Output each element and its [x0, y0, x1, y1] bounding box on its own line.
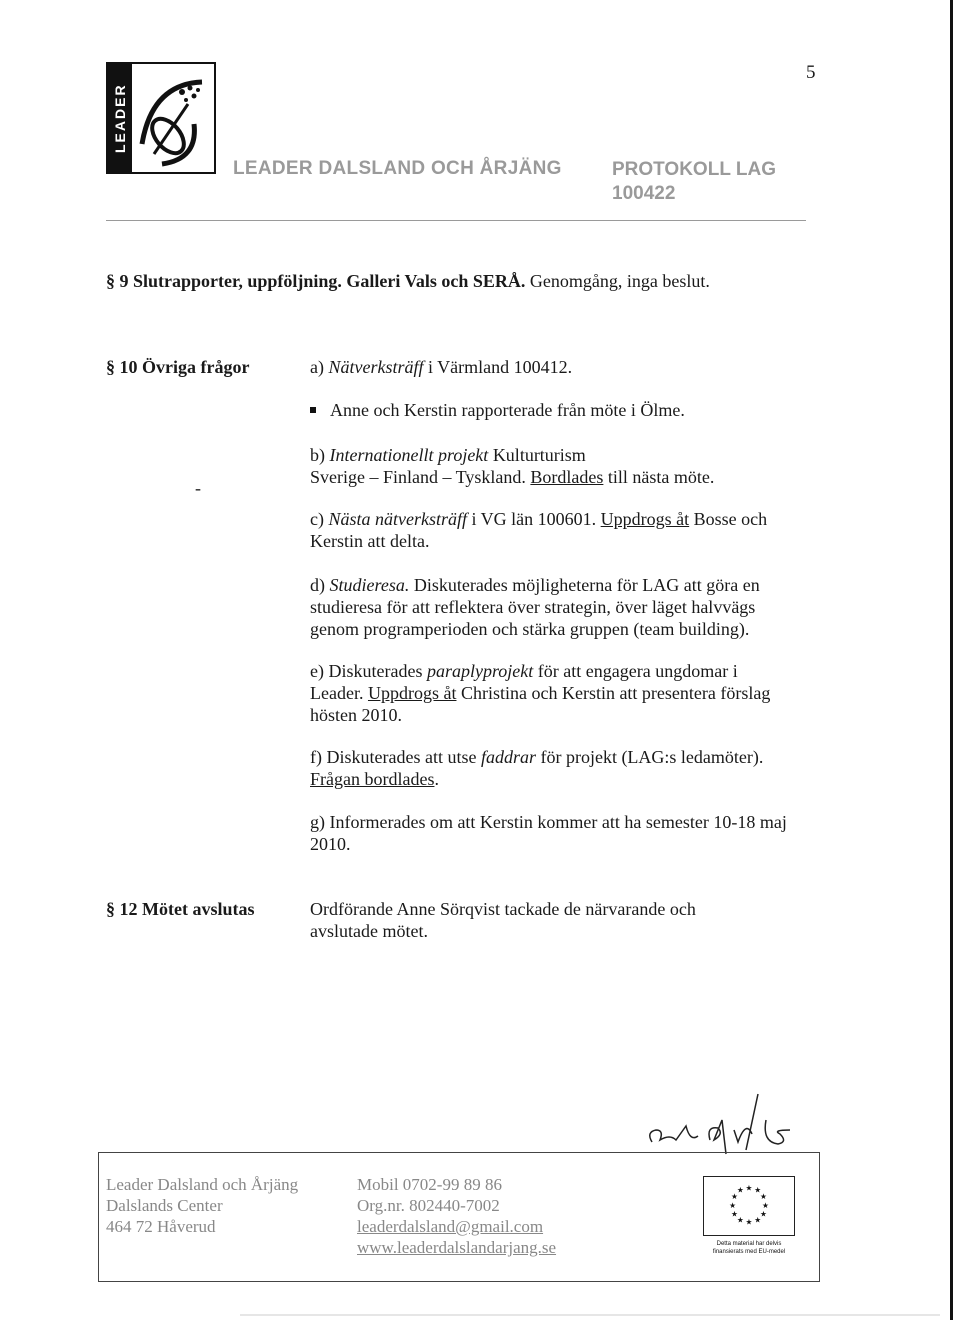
item-c-text3: Kerstin att delta. [310, 531, 430, 551]
item-f-prefix: f) Diskuterades att utse [310, 747, 481, 767]
scan-edge [950, 0, 953, 1320]
item-e-italic: paraplyprojekt [426, 661, 534, 681]
item-g-line2: 2010. [310, 834, 351, 854]
item-d-line1: Diskuterades möjligheterna för LAG att göra en [409, 575, 760, 595]
item-a-text: i Värmland 100412. [423, 357, 573, 377]
item-a-prefix: a) [310, 357, 329, 377]
section-9-heading: § 9 Slutrapporter, uppföljning. Galleri Vals och SERÅ. [106, 271, 526, 291]
item-f-text1: för projekt (LAG:s ledamöter). [535, 747, 764, 767]
item-g [310, 811, 810, 855]
footer-address-line1: Leader Dalsland och Årjäng [106, 1175, 299, 1194]
svg-text:★: ★ [731, 1192, 738, 1202]
protocol-title [612, 158, 776, 206]
item-c-text1: i VG län 100601. [466, 509, 601, 529]
item-b-prefix: b) [310, 445, 330, 465]
footer-address-line2: Dalslands Center [106, 1196, 223, 1215]
svg-text:★: ★ [729, 1200, 737, 1210]
item-e-text4: hösten 2010. [310, 705, 402, 725]
item-e [310, 660, 810, 726]
svg-text:★: ★ [754, 1215, 762, 1225]
bullet-square-icon [310, 407, 316, 413]
item-e-text3: Christina och Kerstin att presentera förslag [456, 683, 771, 703]
page-number: 5 [806, 62, 816, 83]
item-a-italic: Nätverksträff [328, 357, 424, 377]
item-e-underlined: Uppdrogs åt [367, 683, 457, 703]
svg-text:★: ★ [731, 1209, 738, 1219]
header-divider [106, 220, 806, 221]
item-d-italic: Studieresa. [329, 575, 410, 595]
svg-text:★: ★ [760, 1192, 767, 1202]
item-d-line2: studieresa för att reflektera över strategin, över läget halvvägs [310, 597, 756, 617]
item-b-italic: Internationellt projekt [329, 445, 489, 465]
footer-website-link[interactable]: www.leaderdalslandarjang.se [357, 1238, 557, 1257]
footer-address-line3: 464 72 Håverud [106, 1217, 216, 1236]
item-d [310, 574, 810, 640]
item-c [310, 508, 810, 552]
scan-bottom-line [240, 1314, 940, 1316]
footer-orgnr: Org.nr. 802440-7002 [357, 1196, 500, 1215]
svg-text:★: ★ [760, 1209, 767, 1219]
item-c-prefix: c) [310, 509, 329, 529]
item-e-prefix: e) Diskuterades [310, 661, 427, 681]
svg-text:★: ★ [754, 1185, 762, 1195]
bullet-text: Anne och Kerstin rapporterade från möte i Ölme. [330, 400, 685, 420]
item-f-italic: faddrar [480, 747, 536, 767]
leader-emblem-icon [132, 64, 216, 172]
stray-dash-mark: - [195, 478, 201, 498]
eu-flag-icon [703, 1176, 795, 1236]
item-d-line3: genom programperioden och stärka gruppen (team building). [310, 619, 750, 639]
section-9-text: Genomgång, inga beslut. [525, 271, 710, 291]
item-b-text1: Kulturturism [488, 445, 586, 465]
item-g-line1: g) Informerades om att Kerstin kommer att ha semester 10-18 maj [310, 812, 787, 832]
bullet-item [310, 399, 685, 421]
footer-contact [357, 1174, 556, 1258]
item-b-text3: till nästa möte. [603, 467, 715, 487]
footer-address [106, 1174, 298, 1237]
item-f [310, 746, 810, 790]
section-12-heading: § 12 Mötet avslutas [106, 899, 255, 919]
leader-logo [106, 62, 216, 174]
svg-text:★: ★ [745, 1183, 753, 1193]
svg-text:★: ★ [761, 1200, 769, 1210]
svg-text:★: ★ [736, 1185, 744, 1195]
item-c-underlined: Uppdrogs åt [600, 509, 690, 529]
item-f-text2: . [434, 769, 439, 789]
svg-text:★: ★ [745, 1217, 753, 1227]
item-c-text2: Bosse och [689, 509, 768, 529]
footer-email-link[interactable]: leaderdalsland@gmail.com [357, 1217, 544, 1236]
svg-text:★: ★ [736, 1215, 744, 1225]
protocol-title-line1: PROTOKOLL LAG [612, 159, 776, 180]
section-12-line1: Ordförande Anne Sörqvist tackade de närvarande och [310, 899, 696, 919]
logo-word: LEADER [112, 83, 128, 153]
item-b [310, 444, 810, 488]
item-e-text1: för att engagera ungdomar i [533, 661, 738, 681]
section-12-text [310, 898, 810, 942]
organization-title: LEADER DALSLAND OCH ÅRJÄNG [233, 158, 562, 179]
item-a [310, 356, 810, 378]
item-b-underlined: Bordlades [530, 467, 604, 487]
item-b-text2: Sverige – Finland – Tyskland. [310, 467, 531, 487]
protocol-date: 100422 [612, 183, 676, 204]
eu-caption-line2: finansierats med EU-medel [712, 1249, 786, 1255]
section-12-line2: avslutade mötet. [310, 921, 428, 941]
item-d-prefix: d) [310, 575, 330, 595]
footer-mobile: Mobil 0702-99 89 86 [357, 1175, 502, 1194]
item-e-text2: Leader. [310, 683, 368, 703]
section-10-heading: § 10 Övriga frågor [106, 357, 250, 377]
item-c-italic: Nästa nätverksträff [328, 509, 467, 529]
eu-funding-caption [697, 1240, 801, 1256]
eu-caption-line1: Detta material har delvis [716, 1241, 782, 1247]
item-f-underlined: Frågan bordlades [310, 769, 435, 789]
section-9 [106, 270, 866, 292]
